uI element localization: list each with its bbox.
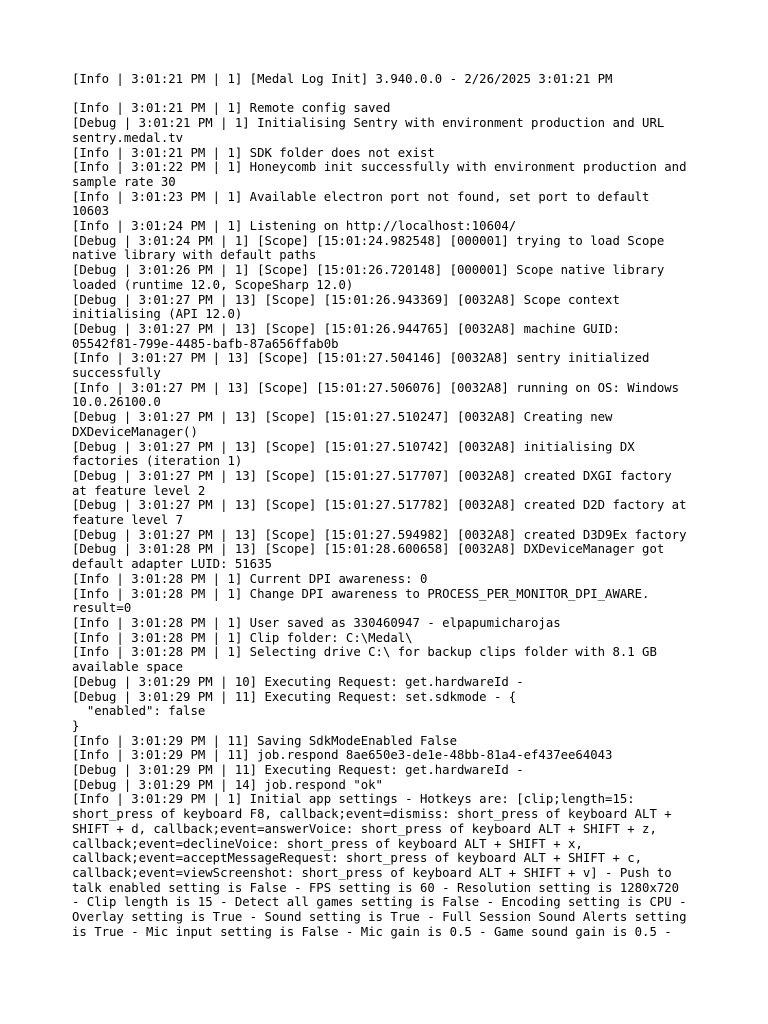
log-entry: [Debug | 3:01:24 PM | 1] [Scope] [15:01:24.982548] [000001] trying to load Scope native library with default paths: [72, 233, 665, 263]
log-entry: [Debug | 3:01:21 PM | 1] Initialising Sentry with environment production and URL sentry.medal.tv: [72, 116, 665, 145]
log-body: [72, 101, 702, 939]
log-entry: [Debug | 3:01:27 PM | 13] [Scope] [15:01:27.517782] [0032A8] created D2D factory at feature level 7: [72, 498, 687, 528]
log-entry: [Debug | 3:01:26 PM | 1] [Scope] [15:01:26.720148] [000001] Scope native library loaded (runtime 12.0, ScopeSharp 12.0): [72, 263, 665, 292]
log-entry: [Debug | 3:01:27 PM | 13] [Scope] [15:01:26.944765] [0032A8] machine GUID: 05542f81-799e-4485-bafb-87a656ffab0b: [72, 321, 620, 351]
log-entry: [Debug | 3:01:29 PM | 14] job.respond "ok": [72, 777, 383, 792]
log-entry: [Info | 3:01:29 PM | 1] Initial app settings - Hotkeys are: [clip;length=15: short_press of keyboard F8, callback;event=dismiss: short_press of keyboard ALT + SHIFT + d, callback;event=answerVoice: short_press of keyboard ALT + SHIFT + z, callback;event=declineVoice: short_press of keyboard ALT + SHIFT + x, callback;event=acceptMessageRequest: short_press of keyboard ALT + SHIFT + c, callback;event=viewScreenshot: short_press of keyboard ALT + SHIFT + v] - Push to talk enabled setting is False - FPS setting is 60 - Resolution setting is 1280x720 - Clip length is 15 - Detect all games setting is False - Encoding setting is CPU - Overlay setting is True - Sound setting is True - Full Session Sound Alerts setting is True - Mic input setting is False - Mic gain is 0.5 - Game sound gain is 0.5 -: [72, 792, 687, 939]
log-entry: [Debug | 3:01:27 PM | 13] [Scope] [15:01:27.517707] [0032A8] created DXGI factory at feature level 2: [72, 468, 672, 498]
log-entry: [Debug | 3:01:27 PM | 13] [Scope] [15:01:26.943369] [0032A8] Scope context initialising (API 12.0): [72, 292, 620, 322]
log-entry: [Info | 3:01:27 PM | 13] [Scope] [15:01:27.504146] [0032A8] sentry initialized successfully: [72, 351, 650, 381]
log-entry: [Info | 3:01:29 PM | 11] job.respond 8ae650e3-de1e-48bb-81a4-ef437ee64043: [72, 748, 613, 763]
log-entry: [Info | 3:01:28 PM | 1] Selecting drive C:\ for backup clips folder with 8.1 GB available space: [72, 645, 657, 675]
log-entry: [Debug | 3:01:27 PM | 13] [Scope] [15:01:27.510247] [0032A8] Creating new DXDeviceManager(): [72, 410, 613, 439]
log-entry: [Debug | 3:01:29 PM | 11] Executing Request: set.sdkmode - { "enabled": false }: [72, 689, 517, 733]
log-entry: [Debug | 3:01:27 PM | 13] [Scope] [15:01:27.510742] [0032A8] initialising DX factories (iteration 1): [72, 439, 635, 469]
log-entry: [Info | 3:01:28 PM | 1] Current DPI awareness: 0: [72, 571, 428, 586]
log-entry: [Debug | 3:01:28 PM | 13] [Scope] [15:01:28.600658] [0032A8] DXDeviceManager got default adapter LUID: 51635: [72, 542, 665, 572]
log-init-line: [Info | 3:01:21 PM | 1] [Medal Log Init] 3.940.0.0 - 2/26/2025 3:01:21 PM: [72, 72, 613, 86]
log-entry: [Debug | 3:01:29 PM | 11] Executing Request: get.hardwareId -: [72, 763, 524, 778]
log-entry: [Debug | 3:01:27 PM | 13] [Scope] [15:01:27.594982] [0032A8] created D3D9Ex factory: [72, 527, 687, 542]
log-document: [72, 72, 702, 939]
log-entry: [Info | 3:01:22 PM | 1] Honeycomb init successfully with environment production and sample rate 30: [72, 160, 687, 189]
log-entry: [Info | 3:01:21 PM | 1] Remote config saved: [72, 101, 391, 116]
log-entry: [Info | 3:01:21 PM | 1] SDK folder does not exist: [72, 145, 435, 160]
log-entry: [Debug | 3:01:29 PM | 10] Executing Request: get.hardwareId -: [72, 674, 524, 689]
log-entry: [Info | 3:01:28 PM | 1] Clip folder: C:\Medal\: [72, 630, 413, 645]
log-entry: [Info | 3:01:23 PM | 1] Available electron port not found, set port to default 10603: [72, 189, 650, 219]
log-entry: [Info | 3:01:27 PM | 13] [Scope] [15:01:27.506076] [0032A8] running on OS: Windows 10.0.26100.0: [72, 380, 680, 410]
log-entry: [Info | 3:01:29 PM | 11] Saving SdkModeEnabled False: [72, 733, 457, 748]
log-entry: [Info | 3:01:24 PM | 1] Listening on http://localhost:10604/: [72, 219, 517, 234]
log-entry: [Info | 3:01:28 PM | 1] Change DPI awareness to PROCESS_PER_MONITOR_DPI_AWARE. result=0: [72, 586, 650, 616]
log-entry: [Info | 3:01:28 PM | 1] User saved as 330460947 - elpapumicharojas: [72, 616, 561, 630]
